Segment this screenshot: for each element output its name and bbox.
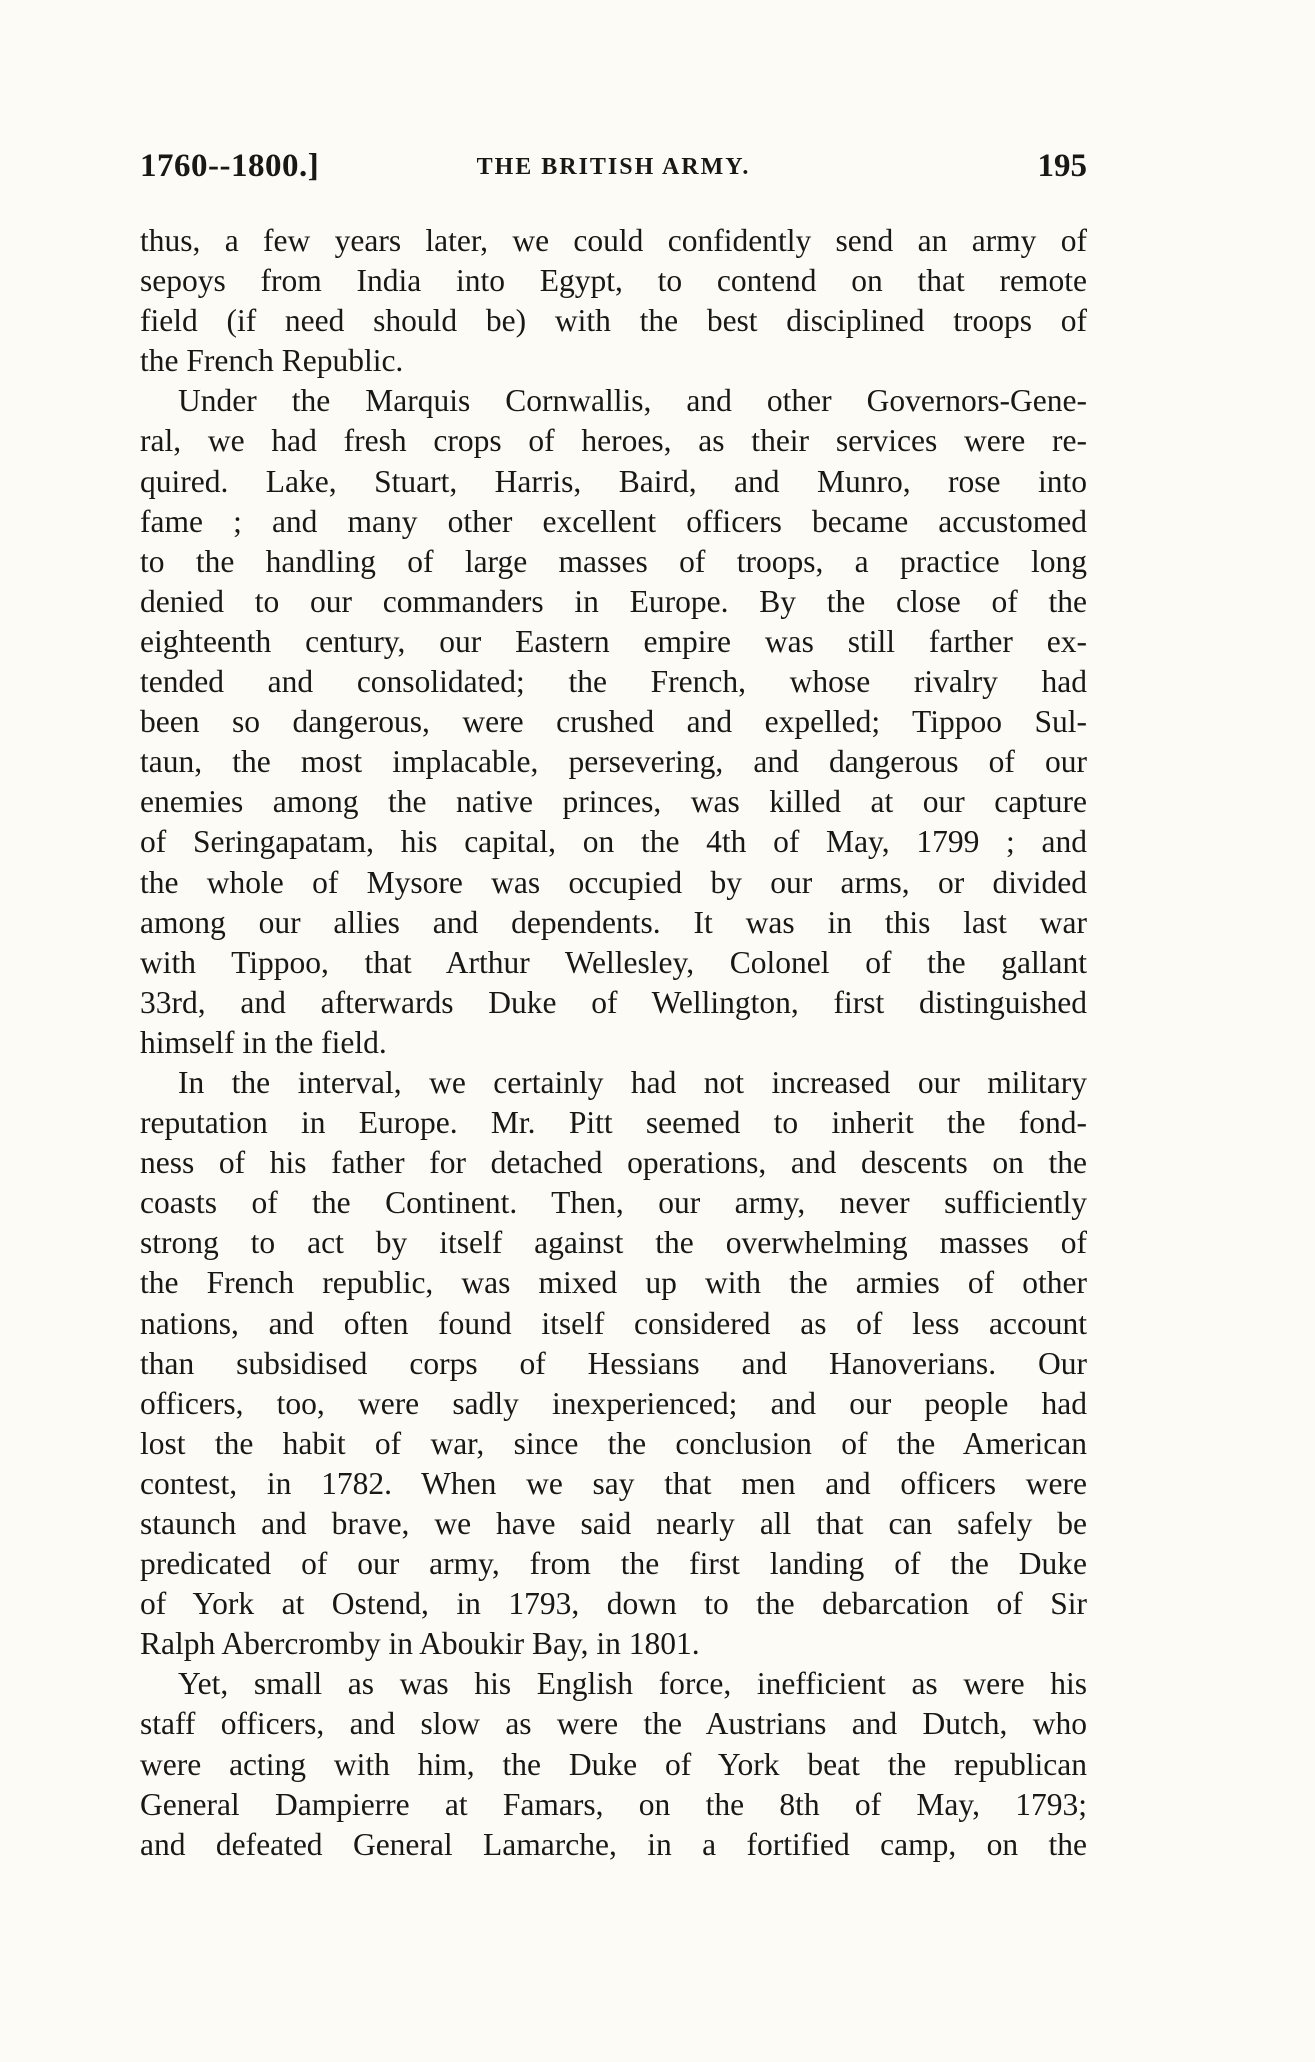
text-line: taun, the most implacable, persevering, and dangerous of our bbox=[140, 744, 1087, 780]
header-date-range: 1760--1800.] bbox=[140, 148, 320, 184]
text-line: to the handling of large masses of troops, a practice long bbox=[140, 543, 1087, 579]
paragraph-2 bbox=[140, 381, 1087, 1063]
text-line: Yet, small as was his English force, inefficient as were his bbox=[178, 1666, 1087, 1702]
text-line: among our allies and dependents. It was in this last war bbox=[140, 904, 1087, 940]
text-line: fame ; and many other excellent officers became accustomed bbox=[140, 503, 1087, 539]
body-text bbox=[140, 221, 1087, 1865]
text-line: with Tippoo, that Arthur Wellesley, Colonel of the gallant bbox=[140, 944, 1087, 980]
text-line: been so dangerous, were crushed and expelled; Tippoo Sul- bbox=[140, 704, 1087, 740]
text-line: the French republic, was mixed up with the armies of other bbox=[140, 1265, 1087, 1301]
paragraph-3 bbox=[140, 1063, 1087, 1664]
text-line: nations, and often found itself considered as of less account bbox=[140, 1305, 1087, 1341]
text-line: contest, in 1782. When we say that men and officers were bbox=[140, 1465, 1087, 1501]
text-line: the French Republic. bbox=[140, 343, 404, 379]
text-line: staff officers, and slow as were the Austrians and Dutch, who bbox=[140, 1706, 1087, 1742]
text-line: General Dampierre at Famars, on the 8th of May, 1793; bbox=[140, 1786, 1087, 1822]
text-line: thus, a few years later, we could confidently send an army of bbox=[140, 223, 1087, 258]
text-line: sepoys from India into Egypt, to contend on that remote bbox=[140, 263, 1087, 299]
text-line: than subsidised corps of Hessians and Hanoverians. Our bbox=[140, 1345, 1087, 1381]
text-line: tended and consolidated; the French, whose rivalry had bbox=[140, 664, 1087, 700]
text-line: field (if need should be) with the best disciplined troops of bbox=[140, 303, 1087, 339]
text-line: were acting with him, the Duke of York beat the republican bbox=[140, 1746, 1087, 1782]
text-line: ral, we had fresh crops of heroes, as their services were re- bbox=[140, 423, 1087, 459]
running-header bbox=[140, 148, 1087, 192]
header-running-title: THE BRITISH ARMY. bbox=[476, 154, 751, 180]
text-line: enemies among the native princes, was killed at our capture bbox=[140, 784, 1087, 820]
text-line: himself in the field. bbox=[140, 1024, 387, 1060]
text-line: denied to our commanders in Europe. By the close of the bbox=[140, 583, 1087, 619]
text-line: ness of his father for detached operations, and descents on the bbox=[140, 1145, 1087, 1181]
text-line: eighteenth century, our Eastern empire was still farther ex- bbox=[140, 623, 1087, 659]
text-line: of Seringapatam, his capital, on the 4th of May, 1799 ; and bbox=[140, 824, 1087, 860]
text-line: predicated of our army, from the first landing of the Duke bbox=[140, 1546, 1087, 1582]
text-line: In the interval, we certainly had not increased our military bbox=[178, 1064, 1087, 1100]
text-line: officers, too, were sadly inexperienced; and our people had bbox=[140, 1385, 1087, 1421]
paragraph-4 bbox=[140, 1664, 1087, 1864]
text-line: strong to act by itself against the overwhelming masses of bbox=[140, 1225, 1087, 1261]
text-line: of York at Ostend, in 1793, down to the debarcation of Sir bbox=[140, 1586, 1087, 1622]
text-line: and defeated General Lamarche, in a fortified camp, on the bbox=[140, 1826, 1087, 1862]
text-line: Ralph Abercromby in Aboukir Bay, in 1801. bbox=[140, 1626, 700, 1662]
text-line: the whole of Mysore was occupied by our arms, or divided bbox=[140, 864, 1087, 900]
text-line: 33rd, and afterwards Duke of Wellington, first distinguished bbox=[140, 984, 1087, 1020]
paragraph-1 bbox=[140, 221, 1087, 381]
text-line: quired. Lake, Stuart, Harris, Baird, and Munro, rose into bbox=[140, 463, 1087, 499]
page-number: 195 bbox=[1037, 148, 1087, 184]
text-line: Under the Marquis Cornwallis, and other Governors-Gene- bbox=[178, 383, 1087, 419]
text-line: lost the habit of war, since the conclusion of the American bbox=[140, 1425, 1087, 1461]
text-line: staunch and brave, we have said nearly all that can safely be bbox=[140, 1506, 1087, 1541]
text-line: reputation in Europe. Mr. Pitt seemed to inherit the fond- bbox=[140, 1105, 1087, 1141]
text-line: coasts of the Continent. Then, our army, never sufficiently bbox=[140, 1185, 1087, 1221]
